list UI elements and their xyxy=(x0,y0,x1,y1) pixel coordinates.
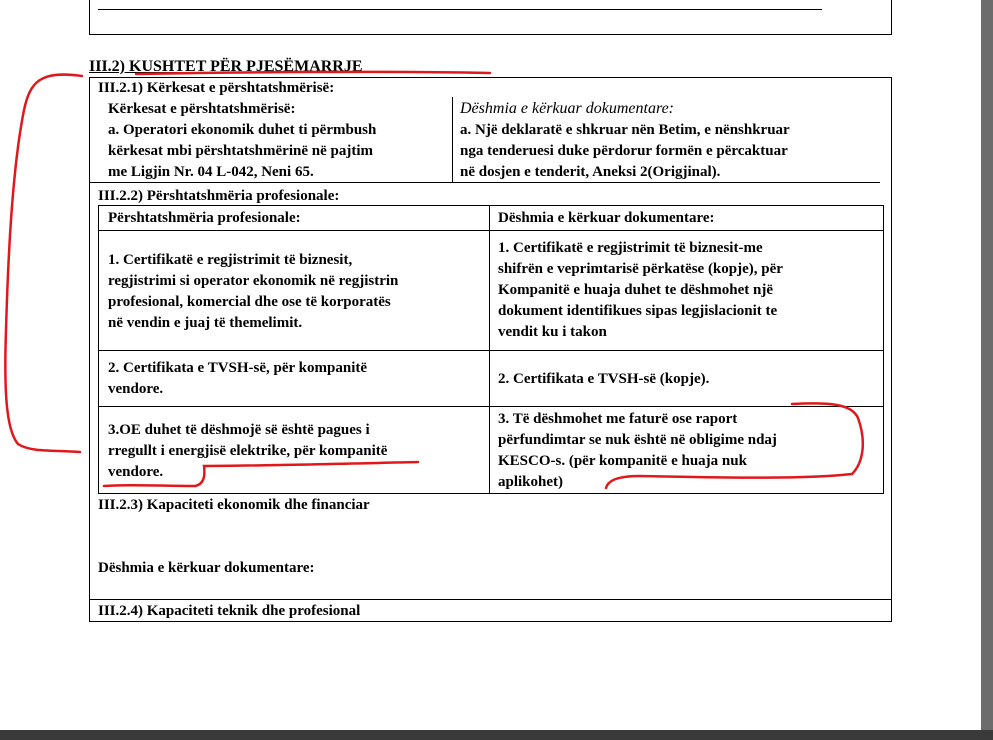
s2-row2-right xyxy=(498,369,709,390)
s1-right-label: Dëshmia e kërkuar dokumentare: xyxy=(460,100,675,117)
s2-cell-line: profesional, komercial dhe ose të korporatës xyxy=(108,294,391,310)
s1-left-text xyxy=(108,120,376,183)
s1-left-label: Kërkesat e përshtatshmërisë: xyxy=(108,101,296,117)
s2-cell-line: Kompanitë e huaja duhet te dëshmohet një xyxy=(498,282,774,298)
viewer-bottom-frame xyxy=(0,730,993,740)
s2-cell-line: përfundimtar se nuk është në obligime ndaj xyxy=(498,432,777,448)
previous-section-rule xyxy=(98,9,822,10)
s1-title: III.2.1) Kërkesat e përshtatshmërisë: xyxy=(98,80,335,96)
s2-cell-line: dokument identifikues sipas legjislacionit te xyxy=(498,303,778,319)
s2-col-right-header: Dëshmia e kërkuar dokumentare: xyxy=(498,210,715,226)
s2-row1-right xyxy=(498,238,783,343)
s2-row1-left xyxy=(108,250,398,334)
s1-right-text xyxy=(460,120,790,183)
s1-bottom-rule xyxy=(89,182,880,183)
s2-row-rule xyxy=(98,230,884,231)
previous-section-box xyxy=(89,0,892,35)
s2-row3-left xyxy=(108,420,387,483)
s3-bottom-rule xyxy=(89,599,892,600)
s2-cell-line: 2. Certifikata e TVSH-së, për kompanitë xyxy=(108,360,368,376)
s2-row-rule xyxy=(98,406,884,407)
s2-cell-line: në vendin e juaj të themelimit. xyxy=(108,315,303,331)
s1-right-line: në dosjen e tenderit, Aneksi 2(Origjinal). xyxy=(460,164,721,180)
s2-cell-line: aplikohet) xyxy=(498,474,564,490)
s2-cell-line: vendore. xyxy=(108,381,164,397)
left-bracket-mark xyxy=(5,74,82,452)
s3-sub: Dëshmia e kërkuar dokumentare: xyxy=(98,560,315,576)
s2-cell-line: shifrën e veprimtarisë përkatëse (kopje), për xyxy=(498,261,783,277)
s2-cell-line: 1. Certifikatë e regjistrimit të biznesit-me xyxy=(498,240,763,256)
s2-col-left-header: Përshtatshmëria profesionale: xyxy=(108,210,301,226)
s1-left-line: a. Operatori ekonomik duhet ti përmbush xyxy=(108,122,377,138)
s4-title: III.2.4) Kapaciteti teknik dhe profesional xyxy=(98,603,361,619)
s1-right-line: a. Një deklaratë e shkruar nën Betim, e nënshkruar xyxy=(460,122,790,138)
viewer-right-frame xyxy=(981,0,993,740)
s2-title: III.2.2) Përshtatshmëria profesionale: xyxy=(98,188,340,204)
s2-cell-line: 3.OE duhet të dëshmojë së është pagues i xyxy=(108,422,370,438)
section-heading: III.2) KUSHTET PËR PJESËMARRJE xyxy=(89,58,363,75)
s2-cell-line: vendore. xyxy=(108,464,164,480)
s1-right-line: nga tenderuesi duke përdorur formën e përcaktuar xyxy=(460,143,788,159)
s1-left-line: me Ligjin Nr. 04 L-042, Neni 65. xyxy=(108,164,314,180)
s2-cell-line: 2. Certifikata e TVSH-së (kopje). xyxy=(498,371,710,387)
s1-left-line: kërkesat mbi përshtatshmërinë në pajtim xyxy=(108,143,373,159)
s2-cell-line: 3. Të dëshmohet me faturë ose raport xyxy=(498,411,738,427)
s2-cell-line: vendit ku i takon xyxy=(498,324,607,340)
s2-row-rule xyxy=(98,350,884,351)
s2-row2-left xyxy=(108,358,367,400)
s2-cell-line: rregullt i energjisë elektrike, për kompanitë xyxy=(108,443,388,459)
s2-cell-line: KESCO-s. (për kompanitë e huaja nuk xyxy=(498,453,747,469)
s2-cell-line: regjistrimi si operator ekonomik në regjistrin xyxy=(108,273,399,289)
s2-cell-line: 1. Certifikatë e regjistrimit të biznesit, xyxy=(108,252,353,268)
s3-title: III.2.3) Kapaciteti ekonomik dhe financiar xyxy=(98,497,370,513)
s2-row3-right xyxy=(498,409,777,493)
s1-column-divider xyxy=(452,97,453,182)
